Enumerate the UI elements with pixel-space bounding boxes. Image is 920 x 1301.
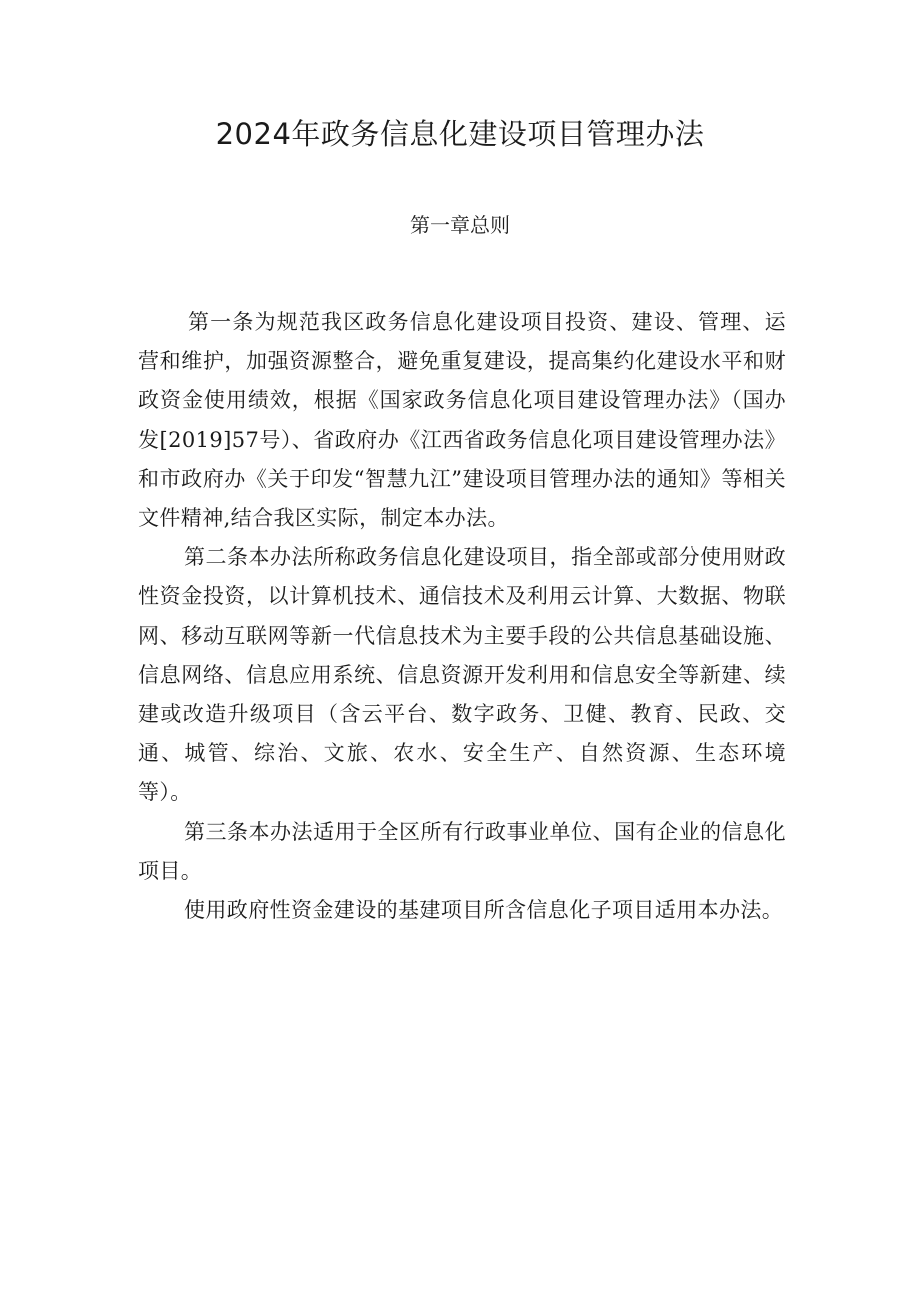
article-3-supplement-paragraph: 使用政府性资金建设的基建项目所含信息化子项目适用本办法。	[184, 898, 784, 923]
document-title: 2024年政务信息化建设项目管理办法	[215, 117, 705, 151]
article-2-paragraph: 第二条本办法所称政务信息化建设项目，指全部或部分使用财政性资金投资，以计算机技术、通信技术及利用云计算、大数据、物联网、移动互联网等新一代信息技术为主要手段的公共信息基础设施、信息网络、信息应用系统、信息资源开发利用和信息安全等新建、续建或改造升级项目（含云平台、数字政务、卫健、教育、民政、交通、城管、综治、文旅、农水、安全生产、自然资源、生态环境等）。	[138, 545, 786, 805]
document-body	[138, 303, 786, 930]
chapter-title: 第一章总则	[410, 213, 510, 237]
article-1-paragraph: 第一条为规范我区政务信息化建设项目投资、建设、管理、运营和维护，加强资源整合，避免重复建设，提高集约化建设水平和财政资金使用绩效，根据《国家政务信息化项目建设管理办法》（国办发[2019]57号）、省政府办《江西省政务信息化项目建设管理办法》和市政府办《关于印发“智慧九江”建设项目管理办法的通知》等相关文件精神,结合我区实际，制定本办法。	[138, 310, 786, 531]
article-3-paragraph: 第三条本办法适用于全区所有行政事业单位、国有企业的信息化项目。	[138, 819, 786, 883]
